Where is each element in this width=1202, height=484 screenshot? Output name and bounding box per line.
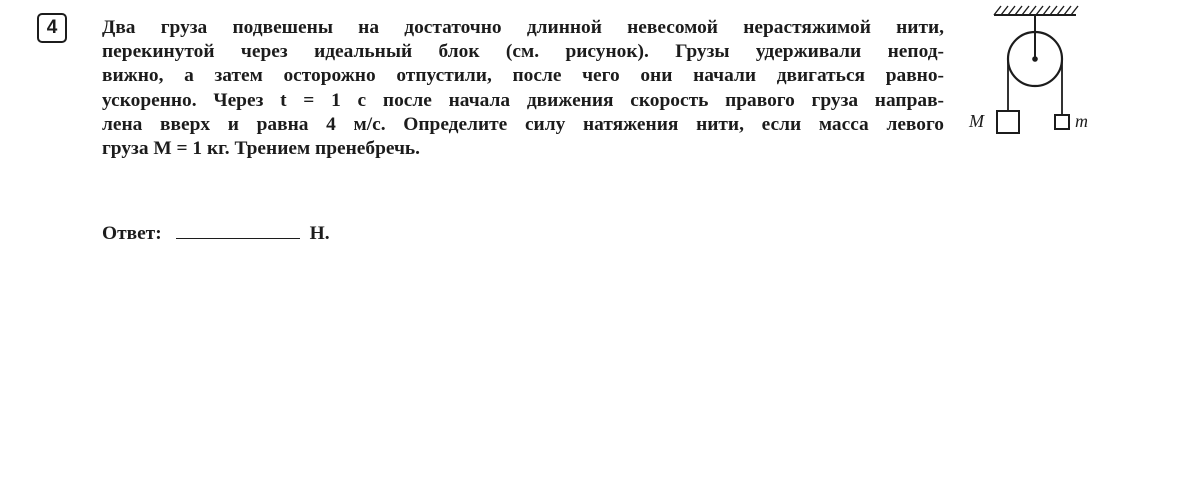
left-mass-label: M <box>969 111 984 131</box>
problem-line: перекинутой через идеальный блок (см. рисунок). Грузы удерживали непод- <box>102 41 944 63</box>
answer-row <box>102 220 330 245</box>
pulley-axle <box>1032 56 1038 62</box>
problem-line: лена вверх и равна 4 м/с. Определите силу натяжения нити, если масса левого <box>102 113 944 135</box>
problem-line: вижно, а затем осторожно отпустили, после чего они начали двигаться равно- <box>102 65 944 87</box>
problem-number-badge <box>37 13 67 43</box>
problem-number: 4 <box>46 17 58 38</box>
problem-line: ускоренно. Через t = 1 с после начала движения скорость правого груза направ- <box>102 89 944 111</box>
right-mass-block <box>1055 115 1069 129</box>
pulley-figure <box>964 0 1104 150</box>
answer-label: Ответ: <box>102 223 162 244</box>
problem-line: груза M = 1 кг. Трением пренебречь. <box>102 138 421 160</box>
problem-line: Два груза подвешены на достаточно длинной невесомой нерастяжимой нити, <box>102 17 944 38</box>
answer-unit: Н. <box>309 223 330 244</box>
ceiling-hatching <box>994 6 1078 15</box>
problem-statement <box>102 16 944 161</box>
right-mass-label: m <box>1075 111 1088 131</box>
left-mass-block <box>997 111 1019 133</box>
answer-input-line[interactable] <box>176 220 300 239</box>
